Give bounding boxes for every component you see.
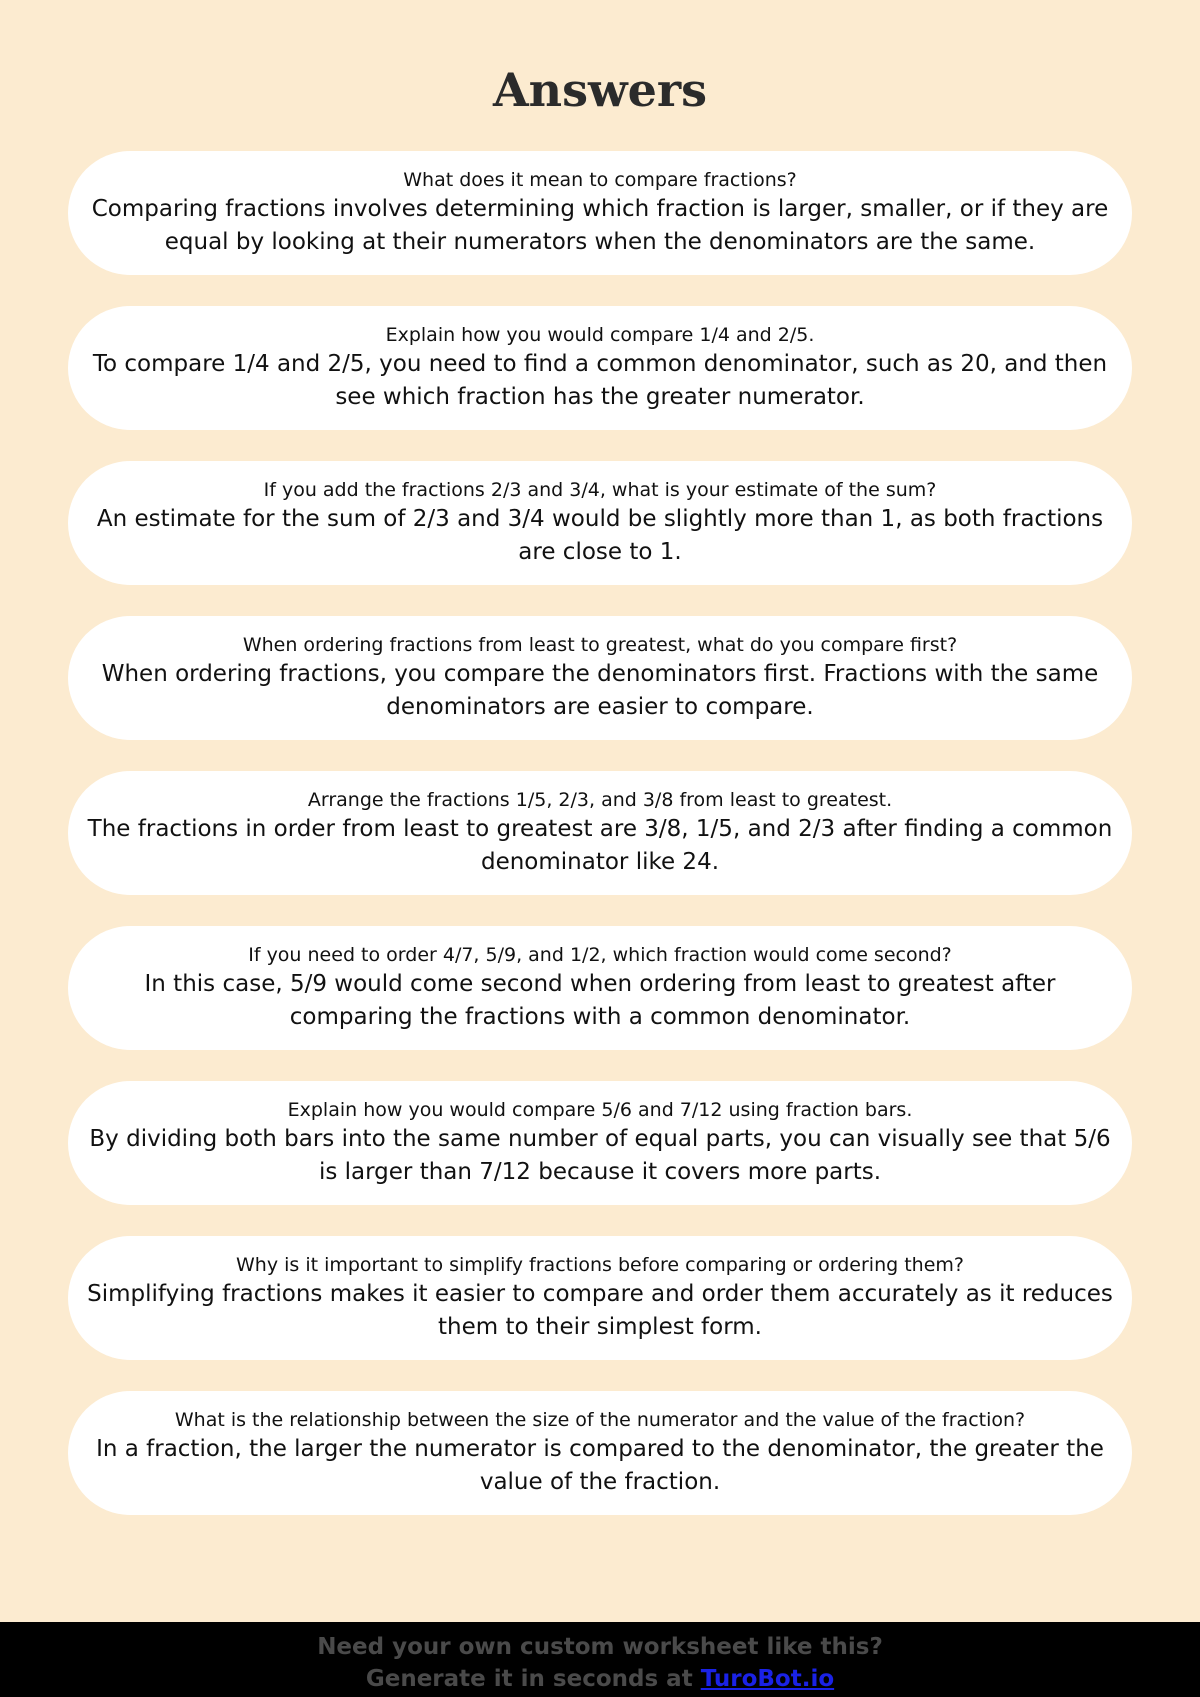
- turobot-link[interactable]: TuroBot.io: [700, 1666, 835, 1692]
- question-text: When ordering fractions from least to greatest, what do you compare first?: [242, 633, 958, 656]
- answer-card: [68, 1391, 1132, 1515]
- answer-card: [68, 616, 1132, 740]
- answer-text: Comparing fractions involves determining which fraction is larger, smaller, or if they are equal by looking at their numerators when the denominators are the same.: [91, 195, 1109, 255]
- answer-text: Simplifying fractions makes it easier to compare and order them accurately as it reduces them to their simplest form.: [87, 1280, 1113, 1340]
- answer-card: [68, 771, 1132, 895]
- footer-cta: [0, 1664, 1200, 1694]
- footer-promo-text: Need your own custom worksheet like this?: [317, 1634, 883, 1660]
- question-text: Explain how you would compare 1/4 and 2/5.: [385, 323, 815, 346]
- question-text: Arrange the fractions 1/5, 2/3, and 3/8 from least to greatest.: [307, 788, 893, 811]
- question-text: Explain how you would compare 5/6 and 7/12 using fraction bars.: [287, 1098, 913, 1121]
- page-title: Answers: [492, 63, 708, 117]
- question-text: If you need to order 4/7, 5/9, and 1/2, which fraction would come second?: [248, 943, 952, 966]
- answer-text: When ordering fractions, you compare the denominators first. Fractions with the same denominators are easier to compare.: [101, 660, 1099, 720]
- answer-card: [68, 1081, 1132, 1205]
- answer-card: [68, 151, 1132, 275]
- answer-list: [68, 151, 1132, 1546]
- answer-text: An estimate for the sum of 2/3 and 3/4 would be slightly more than 1, as both fractions are close to 1.: [96, 505, 1104, 565]
- answer-card: [68, 926, 1132, 1050]
- footer-cta-text: Generate it in seconds at: [365, 1666, 701, 1692]
- answer-card: [68, 461, 1132, 585]
- answer-card: [68, 1236, 1132, 1360]
- question-text: Why is it important to simplify fractions before comparing or ordering them?: [235, 1253, 965, 1276]
- question-text: What is the relationship between the size of the numerator and the value of the fraction?: [174, 1408, 1026, 1431]
- answer-card: [68, 306, 1132, 430]
- answer-text: By dividing both bars into the same number of equal parts, you can visually see that 5/6 is larger than 7/12 because it covers more parts.: [89, 1125, 1111, 1185]
- answer-text: The fractions in order from least to greatest are 3/8, 1/5, and 2/3 after finding a common denominator like 24.: [87, 815, 1113, 875]
- question-text: If you add the fractions 2/3 and 3/4, what is your estimate of the sum?: [263, 478, 937, 501]
- question-text: What does it mean to compare fractions?: [403, 168, 797, 191]
- promo-footer: [0, 1622, 1200, 1697]
- answer-text: In this case, 5/9 would come second when ordering from least to greatest after comparing the fractions with a common denominator.: [144, 970, 1056, 1030]
- answer-text: To compare 1/4 and 2/5, you need to find a common denominator, such as 20, and then see which fraction has the greater numerator.: [92, 350, 1108, 410]
- answer-text: In a fraction, the larger the numerator is compared to the denominator, the greater the value of the fraction.: [96, 1435, 1104, 1495]
